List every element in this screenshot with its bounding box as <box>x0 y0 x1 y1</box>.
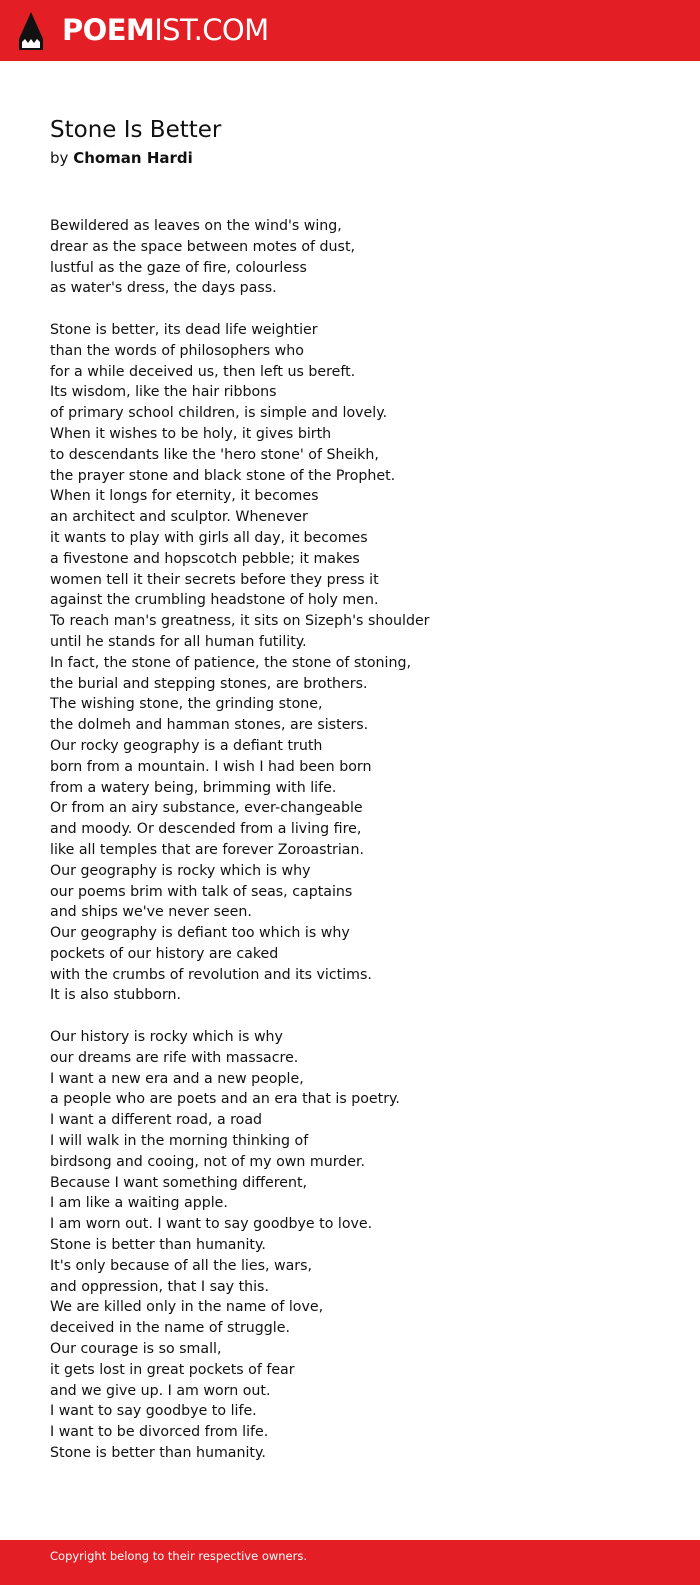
poem-line: for a while deceived us, then left us bereft. <box>50 363 356 380</box>
poem-line: Our geography is rocky which is why <box>50 862 311 879</box>
poem-stanza <box>50 1027 650 1464</box>
poem-line: The wishing stone, the grinding stone, <box>50 696 323 713</box>
poem-line: and moody. Or descended from a living fire, <box>50 821 362 838</box>
poem-line: Our geography is defiant too which is why <box>50 925 350 942</box>
poem-line: as water's dress, the days pass. <box>50 280 277 297</box>
poem-line: In fact, the stone of patience, the stone of stoning, <box>50 654 411 671</box>
poem-line: We are killed only in the name of love, <box>50 1299 324 1316</box>
site-footer <box>0 1540 700 1585</box>
poem-line: until he stands for all human futility. <box>50 633 307 650</box>
poem-line: deceived in the name of struggle. <box>50 1320 290 1337</box>
poem-line: born from a mountain. I wish I had been born <box>50 758 372 775</box>
poem-title: Stone Is Better <box>50 117 222 143</box>
poem-line: Our history is rocky which is why <box>50 1029 283 1046</box>
poem-line: it wants to play with girls all day, it becomes <box>50 529 368 546</box>
poem-line: To reach man's greatness, it sits on Sizeph's shoulder <box>50 613 430 630</box>
poem-line: a fivestone and hopscotch pebble; it makes <box>50 550 360 567</box>
poem-stanza <box>50 216 650 299</box>
site-logo[interactable] <box>62 13 269 47</box>
poem-stanza <box>50 320 650 1006</box>
poem-line: Our rocky geography is a defiant truth <box>50 737 323 754</box>
poem-line: the dolmeh and hamman stones, are sisters. <box>50 717 369 734</box>
poem-author: Choman Hardi <box>73 149 193 167</box>
poem-line: women tell it their secrets before they press it <box>50 571 379 588</box>
poem-line: When it wishes to be holy, it gives birth <box>50 425 332 442</box>
poem-line: of primary school children, is simple and lovely. <box>50 405 388 422</box>
poem-line: I am worn out. I want to say goodbye to love. <box>50 1216 373 1233</box>
poem-line: Its wisdom, like the hair ribbons <box>50 384 277 401</box>
site-header <box>0 0 700 61</box>
poem-line: I will walk in the morning thinking of <box>50 1133 309 1150</box>
byline-prefix: by <box>50 149 69 167</box>
poem-line: I want to say goodbye to life. <box>50 1403 257 1420</box>
poem-line: and ships we've never seen. <box>50 904 252 921</box>
poem-line: and we give up. I am worn out. <box>50 1382 271 1399</box>
poem-line: it gets lost in great pockets of fear <box>50 1361 295 1378</box>
poem-line: Because I want something different, <box>50 1174 308 1191</box>
poem-line: Bewildered as leaves on the wind's wing, <box>50 218 342 234</box>
poem-line: to descendants like the 'hero stone' of Sheikh, <box>50 446 379 463</box>
poem-line: drear as the space between motes of dust, <box>50 238 356 255</box>
poem-line: pockets of our history are caked <box>50 945 279 962</box>
poem-line: Stone is better than humanity. <box>50 1445 266 1462</box>
footer-copyright: Copyright belong to their respective owners. <box>50 1549 308 1563</box>
poem-line: our dreams are rife with massacre. <box>50 1049 299 1066</box>
poem-line: Or from an airy substance, ever-changeable <box>50 800 363 817</box>
poem-line: lustful as the gaze of fire, colourless <box>50 259 307 276</box>
poem-line: the burial and stepping stones, are brothers. <box>50 675 368 692</box>
pencil-tip-icon[interactable] <box>19 12 43 50</box>
poem-line: I want a new era and a new people, <box>50 1070 304 1087</box>
poem-body <box>50 216 650 1485</box>
poem-line: It's only because of all the lies, wars, <box>50 1257 313 1274</box>
poem-line: I want to be divorced from life. <box>50 1424 269 1441</box>
poem-line: I am like a waiting apple. <box>50 1195 228 1212</box>
poem-line: like all temples that are forever Zoroastrian. <box>50 841 364 858</box>
logo-brand-light: IST.COM <box>154 13 269 47</box>
poem-line: against the crumbling headstone of holy men. <box>50 592 379 609</box>
poem-line: the prayer stone and black stone of the Prophet. <box>50 467 396 484</box>
poem-line: a people who are poets and an era that is poetry. <box>50 1091 400 1108</box>
poem-line: Stone is better than humanity. <box>50 1237 266 1254</box>
poem-line: from a watery being, brimming with life. <box>50 779 337 796</box>
poem-line: Stone is better, its dead life weightier <box>50 321 318 338</box>
poem-line: Our courage is so small, <box>50 1341 222 1358</box>
poem-line: with the crumbs of revolution and its victims. <box>50 966 372 983</box>
poem-line: When it longs for eternity, it becomes <box>50 488 319 505</box>
poem-line: birdsong and cooing, not of my own murder. <box>50 1153 366 1170</box>
poem-line: than the words of philosophers who <box>50 342 304 359</box>
poem-line: I want a different road, a road <box>50 1112 263 1129</box>
poem-line: and oppression, that I say this. <box>50 1278 269 1295</box>
logo-brand-bold: POEM <box>62 13 155 47</box>
poem-line: our poems brim with talk of seas, captains <box>50 883 353 900</box>
poem-byline <box>50 148 193 168</box>
poem-line: an architect and sculptor. Whenever <box>50 509 308 526</box>
poem-line: It is also stubborn. <box>50 987 182 1004</box>
